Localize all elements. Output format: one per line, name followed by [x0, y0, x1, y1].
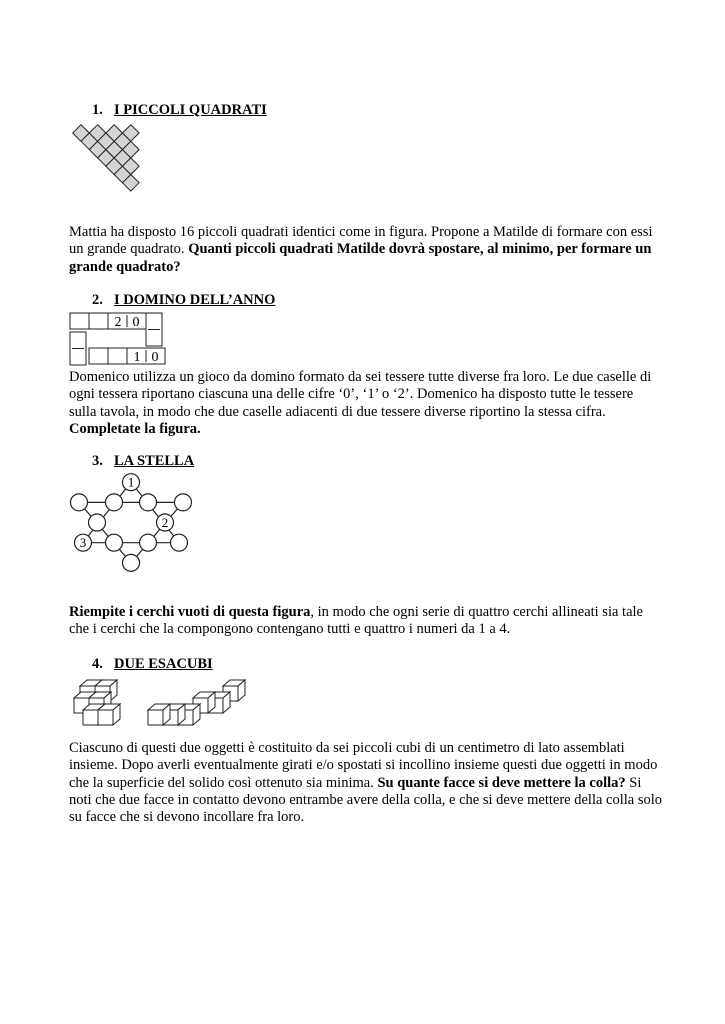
star-circle: [71, 494, 88, 511]
problem-1-heading: [92, 102, 267, 119]
star-circle: [175, 494, 192, 511]
problem-4-heading: [92, 656, 213, 673]
problem-2-text: [69, 369, 664, 438]
problem-2-title: I DOMINO DELL’ANNO: [114, 292, 276, 308]
small-squares-figure: [70, 122, 182, 222]
star-circle-number: 1: [127, 474, 135, 490]
problem-1-number: 1.: [92, 102, 103, 118]
problem-4-title: DUE ESACUBI: [114, 656, 213, 672]
star-circle: [171, 534, 188, 551]
problem-3-heading: [92, 453, 194, 470]
problem-2-heading: [92, 292, 275, 309]
domino-digit: 0: [132, 315, 140, 330]
domino-digit: 2: [114, 315, 122, 330]
star-circle: [89, 514, 106, 531]
cube: [148, 704, 170, 725]
star-circle: [140, 494, 157, 511]
problem-1-text: [69, 224, 664, 276]
problem-2-number: 2.: [92, 292, 103, 308]
star-circle: [106, 534, 123, 551]
problem-3-instruction: Riempite i cerchi vuoti di questa figura: [69, 604, 311, 620]
problem-4-text: [69, 740, 664, 826]
problem-2-text-part: Domenico utilizza un gioco da domino formato da sei tessere tutte diverse fra loro. Le due caselle di ogni tessera riportano ciascuna una delle cifre ‘0’, ‘1’ o ‘2’. Domenico ha disposto tutte le tessere sulla tavola, in modo che due caselle adiacenti di due tessere diverse riportino la stessa cifra.: [69, 369, 652, 420]
problem-1-title: I PICCOLI QUADRATI: [114, 102, 267, 118]
problem-4-question: Su quante facce si deve mettere la colla?: [377, 774, 626, 791]
problem-4-text-part: Ciascuno di questi due oggetti è costituito da sei piccoli cubi di un centimetro di lato assemblati insieme. Dopo averli eventualmente girati e/o spostati si incollino insieme questi due oggetti in modo che la superficie del solido così ottenuto sia minima.: [69, 740, 658, 791]
problem-2-instruction: Completate la figura.: [69, 420, 201, 437]
problem-3-title: LA STELLA: [114, 453, 195, 469]
domino-digit: 1: [133, 350, 141, 365]
star-circle-number: 2: [161, 515, 169, 531]
problem-4-number: 4.: [92, 656, 103, 672]
problem-3-text: [69, 604, 664, 639]
problem-3-text-part: , in modo che ogni serie di quattro cerchi allineati sia tale che i cerchi che la compongono contengano tutti e quattro i numeri da 1 a 4.: [69, 604, 643, 638]
cube: [98, 704, 120, 725]
star-circle: [123, 554, 140, 571]
star-figure: [69, 473, 193, 577]
domino-figure: [69, 311, 165, 367]
star-circle: [140, 534, 157, 551]
problem-4-text-part: Si noti che due facce in contatto devono entrambe avere della colla, e che si deve mettere della colla solo su facce che si devono incollare fra loro.: [69, 774, 663, 826]
star-circle: [106, 494, 123, 511]
problem-1-question: Quanti piccoli quadrati Matilde dovrà spostare, al minimo, per formare un grande quadrato?: [69, 241, 652, 275]
domino-digit: 0: [151, 350, 159, 365]
problem-3-number: 3.: [92, 453, 103, 469]
star-circle-number: 3: [79, 535, 87, 551]
hexacubes-figure: [68, 676, 262, 738]
problem-1-text-part: Mattia ha disposto 16 piccoli quadrati identici come in figura. Propone a Matilde di formare con essi un grande quadrato.: [69, 224, 653, 258]
